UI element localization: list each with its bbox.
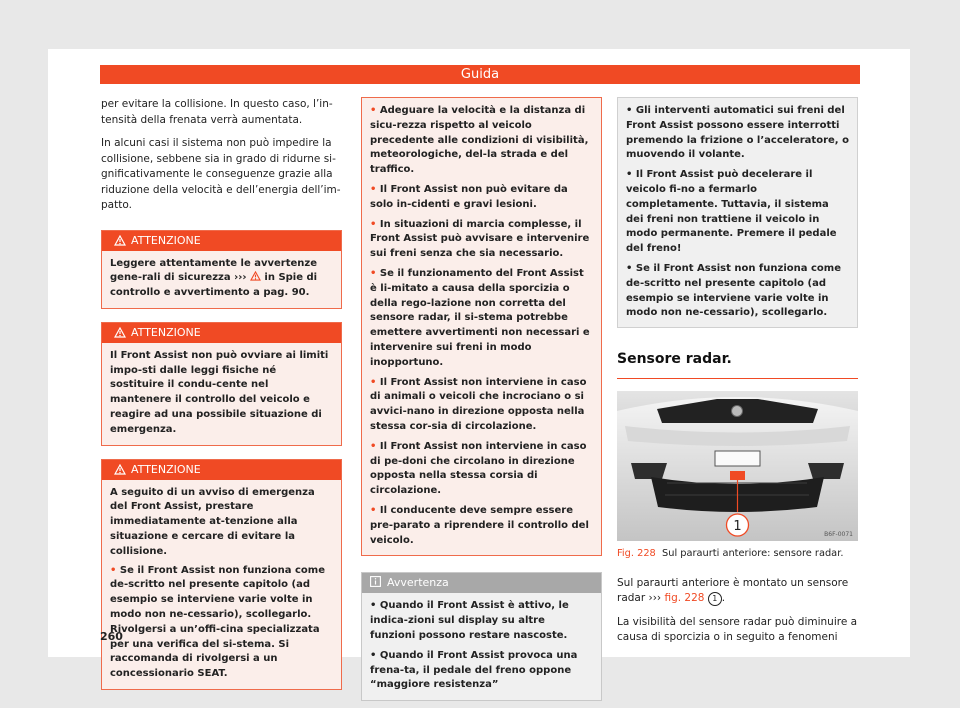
bullet-text: Il Front Assist può decelerare il veicolo fi-no a fermarlo completamente. Tuttavia, il sistema dei freni non trattiene il veicolo in modo permanente. Premere il pedale del freno! (626, 169, 837, 255)
note-body (362, 593, 601, 700)
warning-box (101, 322, 342, 446)
warning-title-text: ATTENZIONE (131, 325, 201, 339)
note-bullet: • Quando il Front Assist provoca una frena-ta, il pedale del freno oppone “maggiore resistenza” (370, 649, 578, 691)
warning-body (102, 251, 341, 308)
bullet-text: Se il Front Assist non funziona come de-scritto nel presente capitolo (ad esempio se interviene varie volte in modo non ne-cessario), scollegarlo. (626, 262, 841, 319)
bullet-text: Il Front Assist non interviene in caso di animali o veicoli che incrociano o si avvici-nano in direzione opposta nella stessa cor-sia di circolazione. (370, 376, 587, 432)
warning-bullet: • In situazioni di marcia complesse, il Front Assist può avvisare e intervenire sui freni senza che sia necessario. (370, 218, 590, 260)
warning-continuation-box (361, 97, 602, 556)
note-title-text: Avvertenza (387, 576, 449, 590)
bullet-text: Il Front Assist non può evitare da solo in-cidenti e gravi lesioni. (370, 183, 568, 210)
bullet-text: Se il Front Assist non funziona come de-scritto nel presente capitolo (ad esempio se interviene varie volte in modo non ne-cessario), scollegarlo. Rivolgersi a un’offi-cina specializzata per una verifica del si-stema. Si raccomanda di rivolgersi a un concessionario SEAT. (110, 564, 325, 680)
bullet-text: Quando il Front Assist provoca una frena-ta, il pedale del freno oppone “maggiore resistenza” (370, 649, 578, 691)
warning-bullet: • Se il Front Assist non funziona come de-scritto nel presente capitolo (ad esempio se interviene varie volte in modo non ne-cessario), scollegarlo. Rivolgersi a un’offi-cina specializzata per una verifica del si-stema. Si raccomanda di rivolgersi a un concessionario SEAT. (110, 564, 325, 680)
warning-bullet: • Se il funzionamento del Front Assist è li-mitato a causa della sporcizia o della rego-lazione non corretta del sensore radar, il si-stema potrebbe emettere avvertimenti non necessari e intervenire sui freni in modo inopportuno. (370, 267, 590, 368)
paragraph-text: Sul paraurti anteriore è montato un sensore radar ››› (617, 576, 849, 605)
bullet-text: In situazioni di marcia complesse, il Front Assist può avvisare e intervenire sui freni senza che sia necessario. (370, 218, 590, 260)
warning-text: A seguito di un avviso di emergenza del Front Assist, prestare immediatamente at-tenzione alla situazione e cercare di evitare la collisione. (110, 486, 315, 557)
figure-callout: 1 (733, 519, 742, 535)
note-bullet: • Se il Front Assist non funziona come de-scritto nel presente capitolo (ad esempio se interviene varie volte in modo non ne-cessario), scollegarlo. (626, 262, 841, 319)
warning-body (362, 98, 601, 555)
warning-triangle-icon (250, 271, 261, 281)
note-title (362, 573, 601, 593)
note-bullet: • Il Front Assist può decelerare il veicolo fi-no a fermarlo completamente. Tuttavia, il sistema dei freni non trattiene il veicolo in modo permanente. Premere il pedale del freno! (626, 169, 837, 255)
figure-car-front (617, 391, 858, 541)
note-continuation-box (617, 97, 858, 328)
warning-title-text: ATTENZIONE (131, 233, 201, 247)
paragraph: per evitare la collisione. In questo caso, l’in-tensità della frenata verrà aumentata. (101, 98, 333, 126)
bullet-text: Quando il Front Assist è attivo, le indica-zioni sul display su altre funzioni possono restare nascoste. (370, 600, 569, 641)
note-box (361, 572, 602, 701)
bullet-text: Adeguare la velocità e la distanza di sicu-rezza rispetto al veicolo precedente alle condizioni di visibilità, meteorologiche, del-la strada e del traffico. (370, 105, 589, 176)
warning-triangle-icon (114, 327, 126, 338)
figure-reference-link[interactable]: fig. 228 (664, 592, 705, 605)
column-left (101, 97, 342, 703)
warning-bullet: • Il Front Assist non interviene in caso di animali o veicoli che incrociano o si avvici-nano in direzione opposta nella stessa cor-sia di circolazione. (370, 376, 587, 432)
warning-title (102, 460, 341, 480)
warning-title (102, 323, 341, 343)
warning-body (102, 480, 341, 689)
column-middle (361, 97, 602, 701)
note-icon (370, 576, 381, 587)
paragraph: In alcuni casi il sistema non può impedire la collisione, sebbene sia in grado di ridurne si-gnificativamente le conseguenze grazie alla riduzione della velocità e dell’energia dell’im-patto. (101, 137, 341, 211)
figure-caption (617, 546, 858, 562)
page-header: Guida (100, 65, 860, 84)
warning-box (101, 230, 342, 309)
warning-text: Leggere attentamente le avvertenze gene-rali di sicurezza ››› (110, 257, 318, 284)
bullet-text: Se il funzionamento del Front Assist è li-mitato a causa della sporcizia o della rego-lazione non corretta del sensore radar, il si-stema potrebbe emettere avvertimenti non necessari e intervenire sui freni in modo inopportuno. (370, 267, 590, 368)
warning-box (101, 459, 342, 690)
warning-link-text[interactable]: in Spie di controllo e avvertimento a pag. 90. (110, 272, 318, 299)
callout-number: 1 (708, 592, 722, 606)
column-right (617, 97, 858, 654)
warning-body: Il Front Assist non può ovviare ai limiti impo-sti dalle leggi fisiche né sostituire il condu-cente nel mantenere il controllo del veicolo e reagire ad una possibile situazione di emergenza. (110, 349, 329, 435)
figure-number: Fig. 228 (617, 548, 656, 560)
bullet-text: Il Front Assist non interviene in caso di pe-doni che circolano in direzione opposta nella stessa corsia di circolazione. (370, 440, 587, 497)
warning-triangle-icon (114, 464, 126, 475)
figure-caption-text: Sul paraurti anteriore: sensore radar. (662, 548, 844, 560)
paragraph: Sul paraurti anteriore è montato un sensore radar ››› fig. 228 1 . (617, 576, 849, 605)
paragraph: La visibilità del sensore radar può diminuire a causa di sporcizia o in seguito a fenomeni (617, 615, 858, 644)
warning-triangle-icon (114, 235, 126, 246)
page-number: 260 (100, 630, 123, 643)
figure-code: B6F-0071 (824, 531, 853, 539)
warning-bullet: • Il conducente deve sempre essere pre-parato a riprendere il controllo del veicolo. (370, 504, 589, 546)
warning-bullet: • Il Front Assist non interviene in caso di pe-doni che circolano in direzione opposta nella stessa corsia di circolazione. (370, 440, 587, 497)
warning-title (102, 231, 341, 251)
warning-bullet: • Il Front Assist non può evitare da solo in-cidenti e gravi lesioni. (370, 183, 568, 210)
warning-title-text: ATTENZIONE (131, 462, 201, 476)
note-bullet: • Gli interventi automatici sui freni del Front Assist possono essere interrotti premendo la frizione o l’acceleratore, o muovendo il volante. (626, 105, 849, 161)
note-bullet: • Quando il Front Assist è attivo, le indica-zioni sul display su altre funzioni possono restare nascoste. (370, 600, 569, 641)
warning-bullet: • Adeguare la velocità e la distanza di sicu-rezza rispetto al veicolo precedente alle condizioni di visibilità, meteorologiche, del-la strada e del traffico. (370, 105, 589, 176)
bullet-text: Gli interventi automatici sui freni del Front Assist possono essere interrotti premendo la frizione o l’acceleratore, o muovendo il volante. (626, 105, 849, 161)
car-front-illustration (617, 391, 858, 541)
section-title: Sensore radar. (617, 352, 858, 379)
bullet-text: Il conducente deve sempre essere pre-parato a riprendere il controllo del veicolo. (370, 504, 589, 546)
